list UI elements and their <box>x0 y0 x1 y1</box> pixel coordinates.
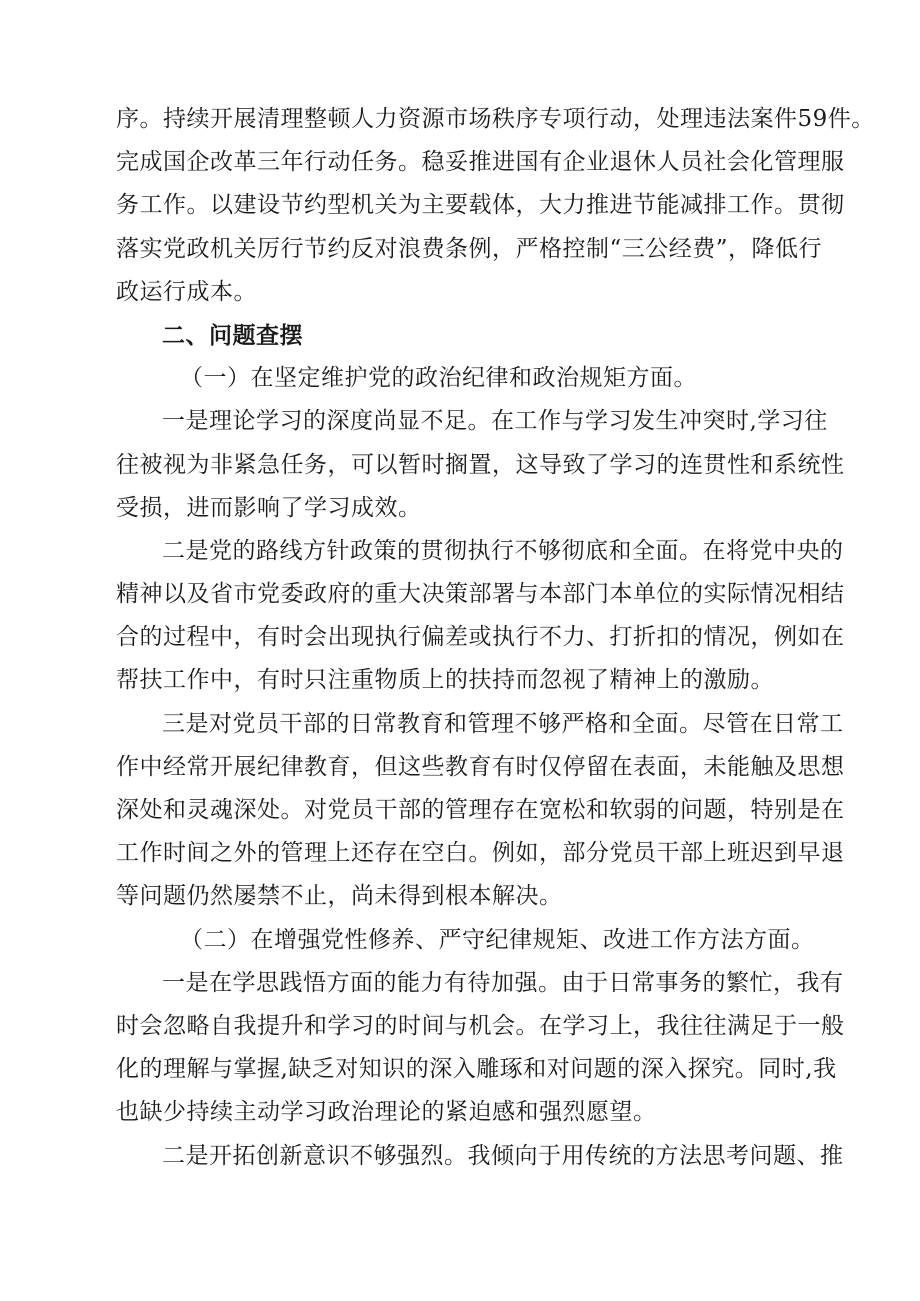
document-body <box>116 98 875 1178</box>
paragraph-start-line: 一是在学思践悟方面的能力有待加强。由于日常事务的繁忙，我有 <box>162 969 844 996</box>
paragraph-start-line: 二是党的路线方针政策的贯彻执行不够彻底和全面。在将党中央的 <box>162 537 844 564</box>
text-line: 深处和灵魂深处。对党员干部的管理存在宽松和软弱的问题，特别是在 <box>116 797 845 823</box>
text-line: 受损，进而影响了学习成效。 <box>116 494 422 521</box>
text-line: 化的理解与掌握,缺乏对知识的深入雕琢和对问题的深入探究。同时,我 <box>116 1056 837 1083</box>
text-line: 帮扶工作中，有时只注重物质上的扶持而忽视了精神上的激励。 <box>116 667 774 694</box>
text-line: 落实党政机关厉行节约反对浪费条例，严格控制“三公经费”，降低行 <box>116 235 823 262</box>
paragraph-start-line: 二是开拓创新意识不够强烈。我倾向于用传统的方法思考问题、推 <box>162 1142 844 1169</box>
text-line: 精神以及省市党委政府的重大决策部署与本部门本单位的实际情况相结 <box>116 581 845 608</box>
section-heading: 二、问题查摆 <box>162 321 303 349</box>
text-line: 完成国企改革三年行动任务。稳妥推进国有企业退休人员社会化管理服 <box>116 149 845 176</box>
paragraph-start-line: 三是对党员干部的日常教育和管理不够严格和全面。尽管在日常工 <box>162 710 844 737</box>
text-line: 合的过程中，有时会出现执行偏差或执行不力、打折扣的情况，例如在 <box>116 624 845 651</box>
text-line: 务工作。以建设节约型机关为主要载体，大力推进节能减排工作。贯彻 <box>116 192 845 219</box>
paragraph-start-line: 一是理论学习的深度尚显不足。在工作与学习发生冲突时,学习往 <box>162 408 828 435</box>
subsection-heading: （一）在坚定维护党的政治纪律和政治规矩方面。 <box>180 365 697 392</box>
text-line: 序。持续开展清理整顿人力资源市场秩序专项行动，处理违法案件59件。 <box>116 106 875 132</box>
text-line: 政运行成本。 <box>116 278 257 305</box>
text-line: 时会忽略自我提升和学习的时间与机会。在学习上，我往往满足于一般 <box>116 1012 845 1039</box>
text-line: 等问题仍然屡禁不止，尚未得到根本解决。 <box>116 883 563 910</box>
text-line: 作中经常开展纪律教育，但这些教育有时仅停留在表面，未能触及思想 <box>116 753 845 780</box>
text-line: 也缺少持续主动学习政治理论的紧迫感和强烈愿望。 <box>116 1099 657 1126</box>
subsection-heading: （二）在增强党性修养、严守纪律规矩、改进工作方法方面。 <box>180 926 815 953</box>
text-line: 往被视为非紧急任务，可以暂时搁置，这导致了学习的连贯性和系统性 <box>116 451 845 478</box>
text-line: 工作时间之外的管理上还存在空白。例如，部分党员干部上班迟到早退 <box>116 840 845 867</box>
